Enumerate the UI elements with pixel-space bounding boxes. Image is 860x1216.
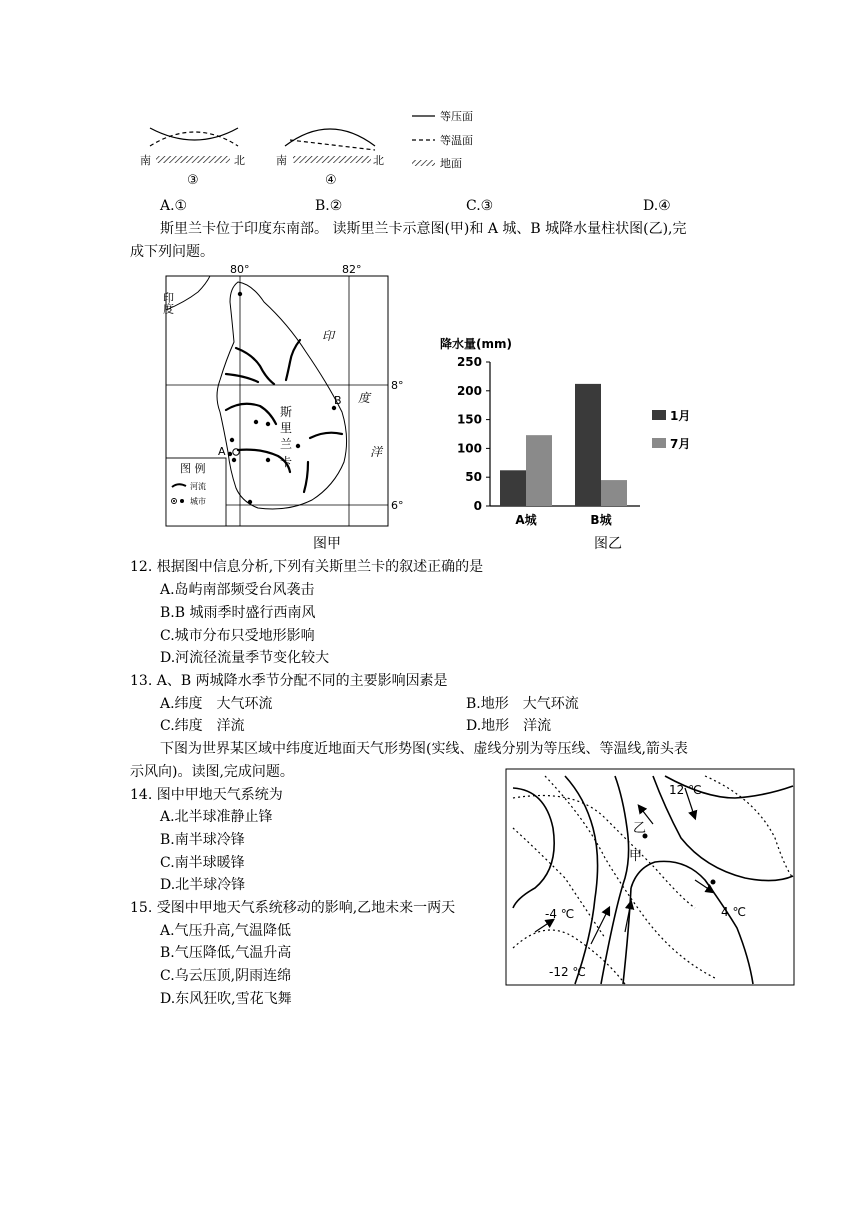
map-lat-6: 6° — [391, 499, 404, 512]
chart-caption: 图乙 — [594, 536, 622, 552]
map-lon-82: 82° — [342, 263, 362, 276]
map-legend-title: 图 例 — [180, 462, 206, 475]
map-city-a: A — [218, 445, 226, 458]
diagram-4 — [276, 129, 384, 188]
map-country-si: 斯 — [280, 405, 293, 419]
q11-option-a: A.① — [160, 198, 188, 214]
map-lat-8: 8° — [391, 379, 404, 392]
diagram-3 — [140, 128, 245, 188]
q14-option-a: A.北半球准静止锋 — [160, 809, 273, 825]
weather-temp-4: 4 ℃ — [721, 905, 746, 919]
weather-temp-minus12: -12 ℃ — [549, 965, 586, 979]
chart-y-tick-label: 50 — [465, 470, 482, 485]
q15-stem: 15. 受图中甲地天气系统移动的影响,乙地未来一两天 — [130, 900, 456, 916]
q11-option-b: B.② — [315, 198, 343, 214]
chart-y-tick-label: 0 — [473, 499, 482, 513]
intro-weather-line1: 下图为世界某区域中纬度近地面天气形势图(实线、虚线分别为等压线、等温线,箭头表 — [160, 741, 688, 757]
intro-srilanka-line2: 成下列问题。 — [130, 244, 214, 260]
chart-legend-swatch — [652, 438, 666, 448]
diagram-4-north: 北 — [373, 154, 384, 167]
map-country-ka: 卡 — [280, 455, 293, 469]
q12-stem: 12. 根据图中信息分析,下列有关斯里兰卡的叙述正确的是 — [130, 559, 484, 575]
chart-y-tick-label: 200 — [456, 383, 482, 398]
weather-temp-12: 12 ℃ — [669, 783, 702, 797]
q11-option-c: C.③ — [466, 198, 494, 214]
map-ocean-du: 度 — [358, 391, 371, 405]
q13-option-a: A.纬度 大气环流 — [160, 696, 273, 712]
q15-option-b: B.气压降低,气温升高 — [160, 945, 292, 961]
map-caption: 图甲 — [313, 536, 341, 552]
q12-option-d: D.河流径流量季节变化较大 — [160, 650, 330, 666]
q12-option-c: C.城市分布只受地形影响 — [160, 628, 315, 644]
map-lon-80: 80° — [230, 263, 250, 276]
chart-y-tick-label: 100 — [456, 441, 482, 456]
q13-option-d: D.地形 洋流 — [466, 718, 552, 734]
map-country-lan: 兰 — [280, 437, 293, 451]
chart-bar-a-0 — [500, 470, 526, 506]
q14-option-d: D.北半球冷锋 — [160, 877, 246, 893]
diagram-3-north: 北 — [234, 154, 245, 167]
q11-option-d: D.④ — [643, 198, 671, 214]
diagram-3-number: ③ — [187, 173, 199, 188]
chart-legend-label: 7月 — [670, 437, 690, 451]
weather-label-yi: 乙 — [633, 821, 647, 836]
map-legend-city: 城市 — [190, 497, 206, 506]
island-outline — [217, 282, 347, 509]
q14-option-c: C.南半球暖锋 — [160, 855, 245, 871]
map-city-b: B — [334, 394, 342, 407]
diagram-4-number: ④ — [325, 173, 337, 188]
q15-option-d: D.东风狂吹,雪花飞舞 — [160, 991, 292, 1007]
diagram-3-south: 南 — [140, 154, 151, 167]
q13-option-c: C.纬度 洋流 — [160, 718, 245, 734]
q13-option-b: B.地形 大气环流 — [466, 696, 579, 712]
diagram-legend — [412, 110, 473, 170]
intro-srilanka-line1: 斯里兰卡位于印度东南部。 读斯里兰卡示意图(甲)和 A 城、B 城降水量柱状图(乙),完 — [160, 221, 687, 237]
chart-y-tick-label: 250 — [456, 355, 482, 369]
legend-ground: 地面 — [440, 157, 462, 170]
intro-weather-line2: 示风向)。读图,完成问题。 — [130, 764, 294, 780]
sri-lanka-map — [160, 262, 420, 530]
q15-option-a: A.气压升高,气温降低 — [160, 923, 292, 939]
weather-temp-minus4: -4 ℃ — [545, 907, 575, 921]
chart-ylabel: 降水量(mm) — [440, 337, 512, 351]
precipitation-bar-chart — [430, 330, 690, 530]
chart-bar-b-1 — [601, 480, 627, 506]
chart-legend-label: 1月 — [670, 409, 690, 423]
q14-option-b: B.南半球冷锋 — [160, 832, 245, 848]
weather-map — [505, 768, 795, 986]
q12-option-b: B.B 城雨季时盛行西南风 — [160, 605, 316, 621]
diagram-4-south: 南 — [276, 154, 287, 167]
chart-y-tick-label: 150 — [456, 412, 482, 427]
map-ocean-yang: 洋 — [370, 445, 383, 459]
chart-category-label: A城 — [515, 513, 537, 527]
q12-option-a: A.岛屿南部频受台风袭击 — [160, 582, 315, 598]
weather-label-jia: 甲 — [629, 849, 643, 864]
legend-isobar: 等压面 — [440, 110, 473, 123]
chart-bar-a-1 — [526, 435, 552, 506]
map-legend-river: 河流 — [190, 482, 206, 491]
chart-legend-swatch — [652, 410, 666, 420]
map-country-li: 里 — [280, 421, 293, 435]
q13-stem: 13. A、B 两城降水季节分配不同的主要影响因素是 — [130, 673, 448, 689]
legend-isotherm: 等温面 — [440, 134, 473, 147]
pressure-surface-diagrams — [130, 100, 490, 190]
chart-bar-b-0 — [575, 384, 601, 506]
map-india-label: 印度 — [161, 292, 175, 314]
q14-stem: 14. 图中甲地天气系统为 — [130, 787, 283, 803]
map-ocean-yin: 印 — [322, 329, 335, 343]
q15-option-c: C.乌云压顶,阴雨连绵 — [160, 968, 292, 984]
chart-category-label: B城 — [590, 513, 612, 527]
